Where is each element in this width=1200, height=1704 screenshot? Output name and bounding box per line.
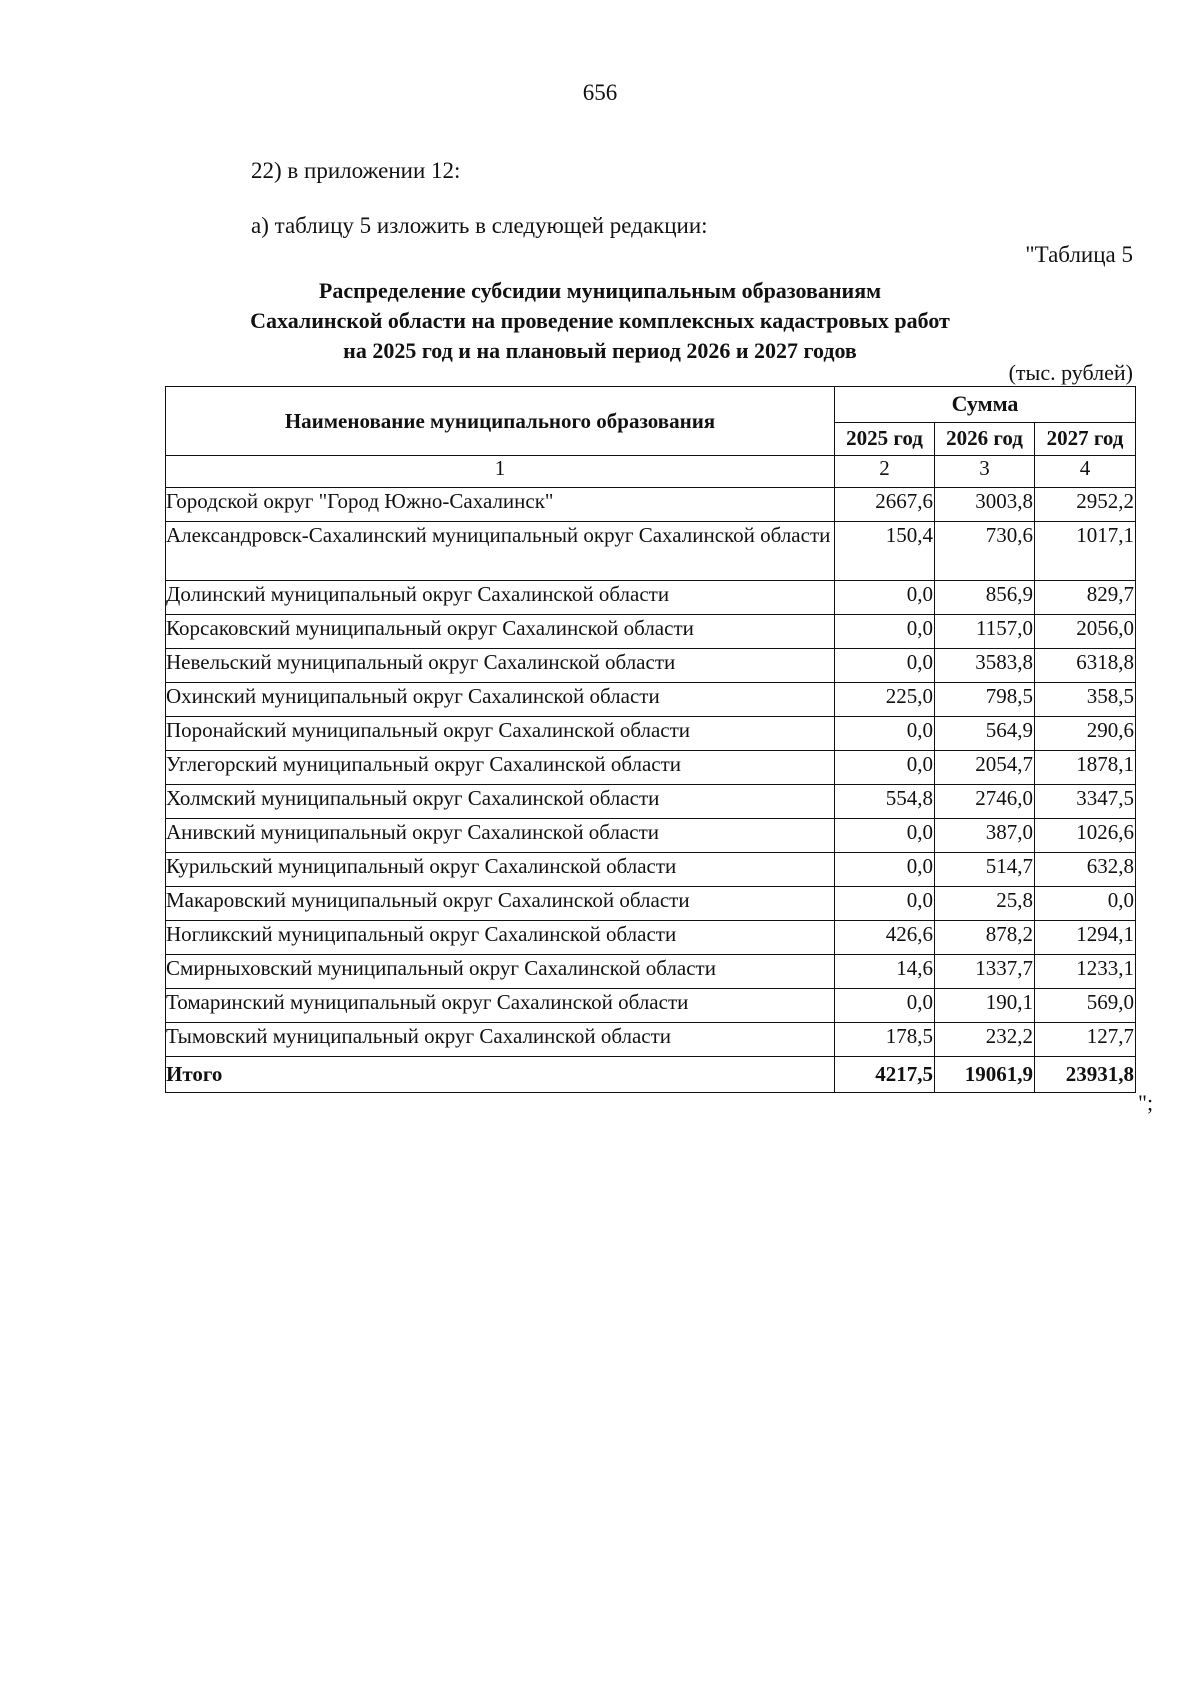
table-row bbox=[166, 581, 1136, 615]
municipality-name: Охинский муниципальный округ Сахалинской области bbox=[166, 683, 835, 717]
municipality-name: Смирныховский муниципальный округ Сахалинской области bbox=[166, 955, 835, 989]
table-row bbox=[166, 921, 1136, 955]
value-2027: 2056,0 bbox=[1035, 615, 1136, 649]
closing-quote-mark: "; bbox=[1138, 1090, 1154, 1115]
value-2027: 2952,2 bbox=[1035, 488, 1136, 522]
value-2026: 190,1 bbox=[935, 989, 1035, 1023]
municipality-name: Курильский муниципальный округ Сахалинской области bbox=[166, 853, 835, 887]
value-2025: 0,0 bbox=[835, 989, 935, 1023]
value-2027: 1233,1 bbox=[1035, 955, 1136, 989]
total-label: Итого bbox=[166, 1057, 835, 1093]
page-number: 656 bbox=[582, 80, 618, 105]
value-2027: 632,8 bbox=[1035, 853, 1136, 887]
value-2026: 25,8 bbox=[935, 887, 1035, 921]
value-2025: 225,0 bbox=[835, 683, 935, 717]
header-municipality-name: Наименование муниципального образования bbox=[166, 387, 835, 456]
value-2027: 829,7 bbox=[1035, 581, 1136, 615]
municipality-name: Александровск-Сахалинский муниципальный округ Сахалинской области bbox=[166, 522, 835, 581]
value-2026: 514,7 bbox=[935, 853, 1035, 887]
table-row bbox=[166, 522, 1136, 581]
municipality-name: Холмский муниципальный округ Сахалинской области bbox=[166, 785, 835, 819]
table-row bbox=[166, 615, 1136, 649]
table-row bbox=[166, 785, 1136, 819]
table-row bbox=[166, 1023, 1136, 1057]
value-2025: 0,0 bbox=[835, 819, 935, 853]
table-title-line: Сахалинской области на проведение комплексных кадастровых работ bbox=[250, 308, 950, 333]
value-2027: 569,0 bbox=[1035, 989, 1136, 1023]
header-year-2026: 2026 год bbox=[935, 422, 1035, 456]
value-2026: 878,2 bbox=[935, 921, 1035, 955]
value-2025: 2667,6 bbox=[835, 488, 935, 522]
amendment-item-22: 22) в приложении 12: bbox=[251, 158, 461, 183]
municipality-name: Долинский муниципальный округ Сахалинской области bbox=[166, 581, 835, 615]
value-2027: 1026,6 bbox=[1035, 819, 1136, 853]
value-2025: 0,0 bbox=[835, 887, 935, 921]
total-2026: 19061,9 bbox=[935, 1057, 1035, 1093]
table-row bbox=[166, 819, 1136, 853]
value-2025: 0,0 bbox=[835, 615, 935, 649]
header-year-2027: 2027 год bbox=[1035, 422, 1136, 456]
value-2026: 2054,7 bbox=[935, 751, 1035, 785]
table-title-line: Распределение субсидии муниципальным образованиям bbox=[318, 278, 882, 303]
total-2027: 23931,8 bbox=[1035, 1057, 1136, 1093]
column-number: 1 bbox=[166, 456, 835, 488]
value-2025: 0,0 bbox=[835, 853, 935, 887]
municipality-name: Городской округ "Город Южно-Сахалинск" bbox=[166, 488, 835, 522]
header-year-2025: 2025 год bbox=[835, 422, 935, 456]
table-label: "Таблица 5 bbox=[1025, 242, 1133, 267]
column-number: 4 bbox=[1035, 456, 1136, 488]
municipality-name: Ногликский муниципальный округ Сахалинской области bbox=[166, 921, 835, 955]
municipality-name: Макаровский муниципальный округ Сахалинской области bbox=[166, 887, 835, 921]
value-2026: 2746,0 bbox=[935, 785, 1035, 819]
value-2026: 387,0 bbox=[935, 819, 1035, 853]
subsidy-table bbox=[165, 386, 1136, 1093]
value-2027: 1878,1 bbox=[1035, 751, 1136, 785]
value-2027: 3347,5 bbox=[1035, 785, 1136, 819]
table-row bbox=[166, 989, 1136, 1023]
value-2026: 798,5 bbox=[935, 683, 1035, 717]
units-label: (тыс. рублей) bbox=[1008, 360, 1133, 385]
value-2025: 554,8 bbox=[835, 785, 935, 819]
value-2025: 14,6 bbox=[835, 955, 935, 989]
value-2027: 1017,1 bbox=[1035, 522, 1136, 581]
value-2027: 0,0 bbox=[1035, 887, 1136, 921]
amendment-item-a: а) таблицу 5 изложить в следующей редакции: bbox=[251, 213, 708, 238]
value-2025: 0,0 bbox=[835, 649, 935, 683]
value-2026: 1157,0 bbox=[935, 615, 1035, 649]
value-2026: 856,9 bbox=[935, 581, 1035, 615]
value-2026: 564,9 bbox=[935, 717, 1035, 751]
value-2027: 127,7 bbox=[1035, 1023, 1136, 1057]
value-2026: 3583,8 bbox=[935, 649, 1035, 683]
municipality-name: Невельский муниципальный округ Сахалинской области bbox=[166, 649, 835, 683]
table-row bbox=[166, 683, 1136, 717]
value-2027: 290,6 bbox=[1035, 717, 1136, 751]
value-2026: 3003,8 bbox=[935, 488, 1035, 522]
municipality-name: Поронайский муниципальный округ Сахалинской области bbox=[166, 717, 835, 751]
value-2025: 0,0 bbox=[835, 751, 935, 785]
municipality-name: Анивский муниципальный округ Сахалинской области bbox=[166, 819, 835, 853]
value-2026: 1337,7 bbox=[935, 955, 1035, 989]
value-2025: 150,4 bbox=[835, 522, 935, 581]
value-2025: 0,0 bbox=[835, 581, 935, 615]
total-2025: 4217,5 bbox=[835, 1057, 935, 1093]
table-row bbox=[166, 488, 1136, 522]
municipality-name: Тымовский муниципальный округ Сахалинской области bbox=[166, 1023, 835, 1057]
table-title-line: на 2025 год и на плановый период 2026 и 2027 годов bbox=[343, 338, 857, 363]
value-2025: 178,5 bbox=[835, 1023, 935, 1057]
table-row bbox=[166, 751, 1136, 785]
table-body bbox=[166, 488, 1136, 1057]
municipality-name: Корсаковский муниципальный округ Сахалинской области bbox=[166, 615, 835, 649]
header-sum: Сумма bbox=[835, 387, 1136, 423]
table-title bbox=[0, 276, 1200, 366]
total-row bbox=[166, 1057, 1136, 1093]
value-2025: 426,6 bbox=[835, 921, 935, 955]
value-2025: 0,0 bbox=[835, 717, 935, 751]
municipality-name: Томаринский муниципальный округ Сахалинской области bbox=[166, 989, 835, 1023]
table-row bbox=[166, 649, 1136, 683]
value-2026: 232,2 bbox=[935, 1023, 1035, 1057]
value-2027: 6318,8 bbox=[1035, 649, 1136, 683]
column-number: 2 bbox=[835, 456, 935, 488]
column-number: 3 bbox=[935, 456, 1035, 488]
municipality-name: Углегорский муниципальный округ Сахалинской области bbox=[166, 751, 835, 785]
table-row bbox=[166, 955, 1136, 989]
value-2026: 730,6 bbox=[935, 522, 1035, 581]
value-2027: 1294,1 bbox=[1035, 921, 1136, 955]
table-row bbox=[166, 887, 1136, 921]
table-row bbox=[166, 717, 1136, 751]
value-2027: 358,5 bbox=[1035, 683, 1136, 717]
table-row bbox=[166, 853, 1136, 887]
